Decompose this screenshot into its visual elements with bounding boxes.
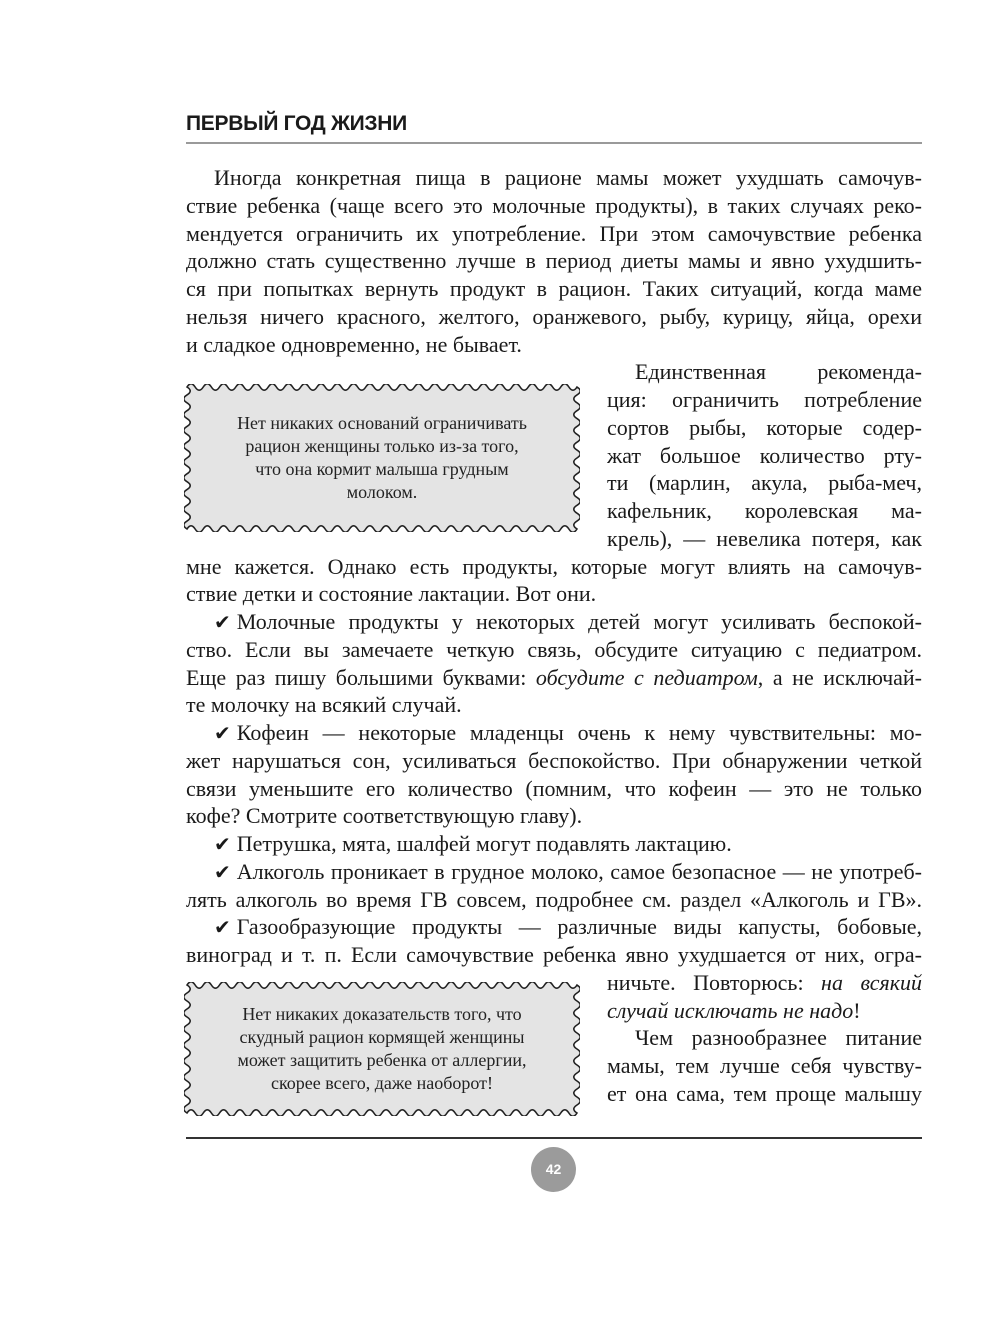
running-header: ПЕРВЫЙ ГОД ЖИЗНИ xyxy=(186,112,407,135)
text-span: , а не исключай- xyxy=(757,664,922,690)
checkmark-icon: ✔ xyxy=(214,832,231,856)
text-line xyxy=(186,220,922,248)
text-line xyxy=(186,192,922,220)
callout-text-line: Нет никаких доказательств того, что xyxy=(242,1004,522,1024)
text-span: кофе? Смотрите соответствующую главу). xyxy=(186,803,583,829)
text-span: Еще раз пишу большими буквами: xyxy=(186,664,536,690)
text-line xyxy=(186,553,922,581)
text-span: Кофеин — некоторые младенцы очень к нему чувствительны: мо- xyxy=(236,720,922,745)
text-line xyxy=(186,941,922,969)
text-span: ет она сама, тем проще малышу xyxy=(607,1080,922,1106)
checkmark-icon: ✔ xyxy=(214,610,231,634)
text-line xyxy=(607,997,922,1025)
text-line xyxy=(186,636,922,664)
callout-text-line: рацион женщины только из-за того, xyxy=(245,436,519,456)
text-span: должно стать существенно лучше в период диеты мамы и явно ухудшить- xyxy=(186,248,922,274)
text-line xyxy=(607,1080,922,1108)
text-line xyxy=(607,525,922,553)
text-span: ничьте. Повторюсь: xyxy=(607,969,822,995)
text-span: крель), — невелика потеря, как xyxy=(607,525,922,551)
text-line xyxy=(186,664,922,692)
text-span: ция: ограничить потребление xyxy=(607,387,922,412)
text-span: жет нарушаться сон, усиливаться беспокойство. При обнаружении четкой xyxy=(186,747,922,773)
text-line xyxy=(186,275,922,303)
text-span: Газообразующие продукты — различные виды капусты, бобовые, xyxy=(236,914,922,940)
text-line xyxy=(607,969,922,997)
text-span: кафельник, королевская ма- xyxy=(607,498,922,523)
text-span: Иногда конкретная пища в рационе мамы может ухудшать самочув- xyxy=(214,165,922,190)
text-span: Единственная рекоменда- xyxy=(635,359,922,385)
checkmark-icon: ✔ xyxy=(214,859,231,884)
checkmark-icon: ✔ xyxy=(214,721,231,745)
text-line xyxy=(186,303,922,331)
text-line xyxy=(186,775,922,803)
footer-rule xyxy=(186,1137,922,1139)
callout-text-line: что она кормит малыша грудным xyxy=(255,459,509,479)
text-span: Молочные продукты у некоторых детей могут усиливать беспокой- xyxy=(236,609,922,634)
callout-text-line: скорее всего, даже наоборот! xyxy=(270,1073,494,1093)
text-line xyxy=(186,886,922,914)
text-span: ство. Если вы замечаете четкую связь, обсудите ситуацию с педиатром. xyxy=(186,636,922,662)
page-number: 42 xyxy=(531,1147,576,1192)
text-line xyxy=(214,913,922,941)
callout-box xyxy=(184,384,580,532)
text-line xyxy=(214,858,922,886)
text-line xyxy=(635,1024,922,1052)
text-line xyxy=(214,830,922,858)
text-line xyxy=(186,580,922,608)
callout-box xyxy=(184,982,580,1116)
text-line xyxy=(607,386,922,414)
text-span: мамы, тем лучше себя чувству- xyxy=(607,1053,922,1078)
header-rule xyxy=(186,142,922,144)
text-line xyxy=(214,608,922,636)
text-span: ствие детки и состояние лактации. Вот они. xyxy=(186,581,597,607)
text-span: жат большое количество рту- xyxy=(607,442,922,468)
text-line xyxy=(186,802,922,830)
text-line xyxy=(607,1052,922,1080)
callout-text-line: может защитить ребенка от аллергии, xyxy=(237,1050,527,1070)
text-span: мне кажется. Однако есть продукты, которые могут влиять на самочув- xyxy=(186,553,922,579)
text-line xyxy=(186,747,922,775)
text-span: Алкоголь проникает в грудное молоко, самое безопасное — не употреб- xyxy=(236,858,922,884)
checkmark-icon: ✔ xyxy=(214,915,231,940)
text-span: мендуется ограничить их употребление. При этом самочувствие ребенка xyxy=(186,220,922,246)
text-line xyxy=(214,164,922,192)
text-span: Чем разнообразнее питание xyxy=(635,1025,922,1051)
text-line xyxy=(635,358,922,386)
italic-text: случай исключать не надо xyxy=(607,997,854,1023)
text-span: Петрушка, мята, шалфей могут подавлять лактацию. xyxy=(236,831,732,856)
text-span: ствие ребенка (чаще всего это молочные продукты), в таких случаях реко- xyxy=(186,192,922,218)
text-span: виноград и т. п. Если самочувствие ребенка явно ухудшается от них, огра- xyxy=(186,942,922,967)
text-line xyxy=(186,331,922,359)
text-line xyxy=(186,691,922,719)
text-span: связи уменьшите его количество (помним, что кофеин — это не только xyxy=(186,775,922,801)
text-span: ся при попытках вернуть продукт в рацион. Таких ситуаций, когда маме xyxy=(186,276,922,301)
text-span: те молочку на всякий случай. xyxy=(186,692,462,718)
text-line xyxy=(214,719,922,747)
text-span: ти (марлин, акула, рыба-меч, xyxy=(607,470,922,496)
text-line xyxy=(607,469,922,497)
text-line xyxy=(607,497,922,525)
text-line xyxy=(186,247,922,275)
callout-text-line: Нет никаких оснований ограничивать xyxy=(237,413,527,433)
callout-text-line: молоком. xyxy=(346,482,418,502)
callout-text-line: скудный рацион кормящей женщины xyxy=(239,1027,525,1047)
italic-text: на всякий xyxy=(821,969,922,995)
text-span: сортов рыбы, которые содер- xyxy=(607,414,922,440)
italic-text: обсудите с педиатром xyxy=(535,664,758,690)
text-span: лять алкоголь во время ГВ совсем, подробнее см. раздел «Алкоголь и ГВ». xyxy=(186,886,922,912)
text-span: нельзя ничего красного, желтого, оранжевого, рыбу, курицу, яйца, орехи xyxy=(186,303,922,329)
text-line xyxy=(607,442,922,470)
text-line xyxy=(607,414,922,442)
text-span: и сладкое одновременно, не бывает. xyxy=(186,331,522,357)
text-span: ! xyxy=(853,997,861,1023)
